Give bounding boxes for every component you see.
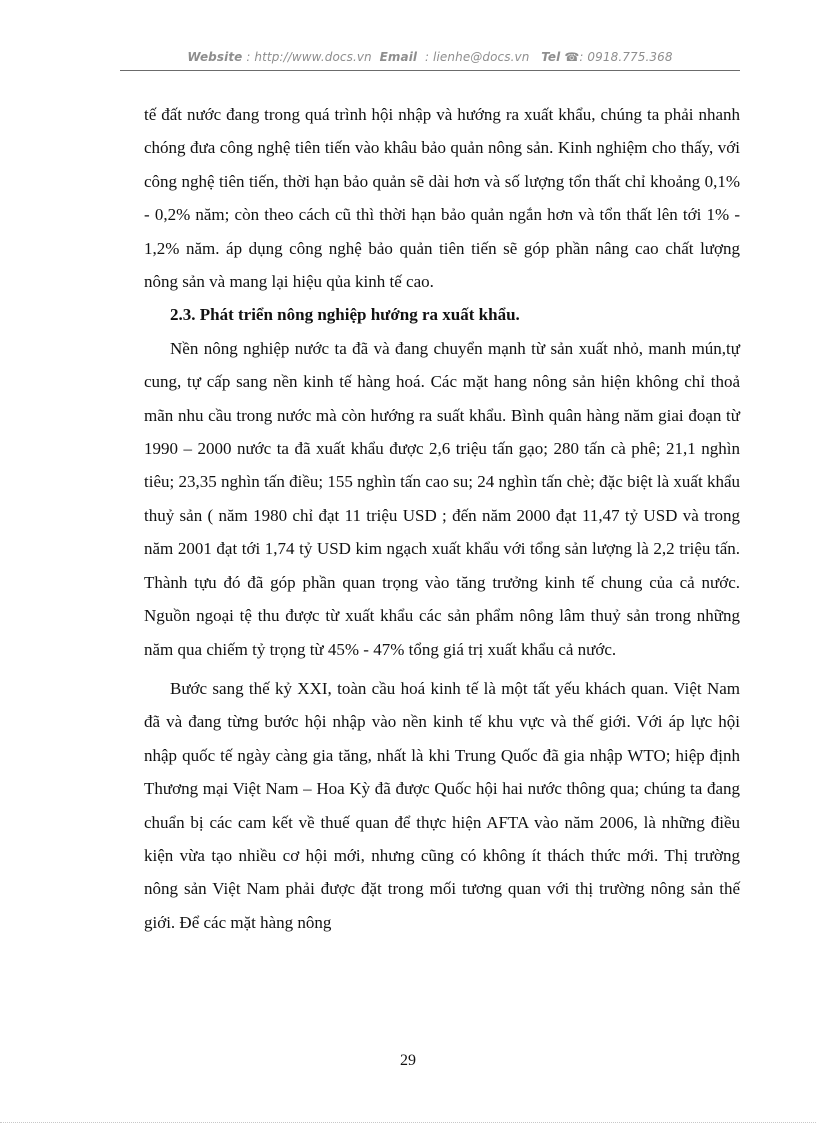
- page-header: [120, 50, 740, 64]
- email-address: : lienhe@docs.vn: [425, 50, 530, 64]
- paragraph-agriculture-export: Nền nông nghiệp nước ta đã và đang chuyển mạnh từ sản xuất nhỏ, manh mún,tự cung, tự cấp sang nền kinh tế hàng hoá. Các mặt hang nông sản hiện không chỉ thoả mãn nhu cầu trong nước mà còn hướng ra suất khẩu. Bình quân hàng năm giai đoạn từ 1990 – 2000 nước ta đã xuất khẩu được 2,6 triệu tấn gạo; 280 tấn cà phê; 21,1 nghìn tiêu; 23,35 nghìn tấn điều; 155 nghìn tấn cao su; 24 nghìn tấn chè; đặc biệt là xuất khẩu thuỷ sản ( năm 1980 chỉ đạt 11 triệu USD ; đến năm 2000 đạt 11,47 tỷ USD và trong năm 2001 đạt tới 1,74 tỷ USD kim ngạch xuất khẩu với tổng sản lượng là 2,2 triệu tấn. Thành tựu đó đã góp phần quan trọng vào tăng trưởng kinh tế chung của cả nước. Nguồn ngoại tệ thu được từ xuất khẩu các sản phẩm nông lâm thuỷ sản trong những năm qua chiếm tỷ trọng từ 45% - 47% tổng giá trị xuất khẩu cả nước.: [144, 338, 740, 659]
- header-divider: [120, 70, 740, 71]
- tel-label: Tel: [541, 50, 561, 64]
- section-heading: 2.3. Phát triển nông nghiệp hướng ra xuất khẩu.: [170, 305, 520, 325]
- email-label: Email: [379, 50, 418, 64]
- paragraph-continuation: tế đất nước đang trong quá trình hội nhập và hướng ra xuất khẩu, chúng ta phải nhanh chóng đưa công nghệ tiên tiến vào khâu bảo quản nông sản. Kinh nghiệm cho thấy, với công nghệ tiên tiến, thời hạn bảo quản sẽ dài hơn và số lượng tổn thất chỉ khoảng 0,1% - 0,2% năm; còn theo cách cũ thì thời hạn bảo quản ngắn hơn và tổn thất lên tới 1% - 1,2% năm. áp dụng công nghệ bảo quản tiên tiến sẽ góp phần nâng cao chất lượng nông sản và mang lại hiệu qủa kinh tế cao.: [144, 105, 740, 292]
- phone-icon: ☎: [564, 50, 580, 64]
- page-number: 29: [400, 1052, 416, 1069]
- document-body: [144, 98, 740, 939]
- tel-number: : 0918.775.368: [579, 50, 673, 64]
- paragraph-globalization: Bước sang thế kỷ XXI, toàn cầu hoá kinh tế là một tất yếu khách quan. Việt Nam đã và đang từng bước hội nhập vào nền kinh tế khu vực và thế giới. Với áp lực hội nhập quốc tế ngày càng gia tăng, nhất là khi Trung Quốc đã gia nhập WTO; hiệp định Thương mại Việt Nam – Hoa Kỳ đã được Quốc hội hai nước thông qua; chúng ta đang chuẩn bị các cam kết về thuế quan để thực hiện AFTA vào năm 2006, là những điều kiện vừa tạo nhiều cơ hội mới, nhưng cũng có không ít thách thức mới. Thị trường nông sản Việt Nam phải được đặt trong mối tương quan với thị trường nông sản thế giới. Để các mặt hàng nông: [144, 678, 740, 932]
- website-url: : http://www.docs.vn: [246, 50, 372, 64]
- website-label: Website: [187, 50, 243, 64]
